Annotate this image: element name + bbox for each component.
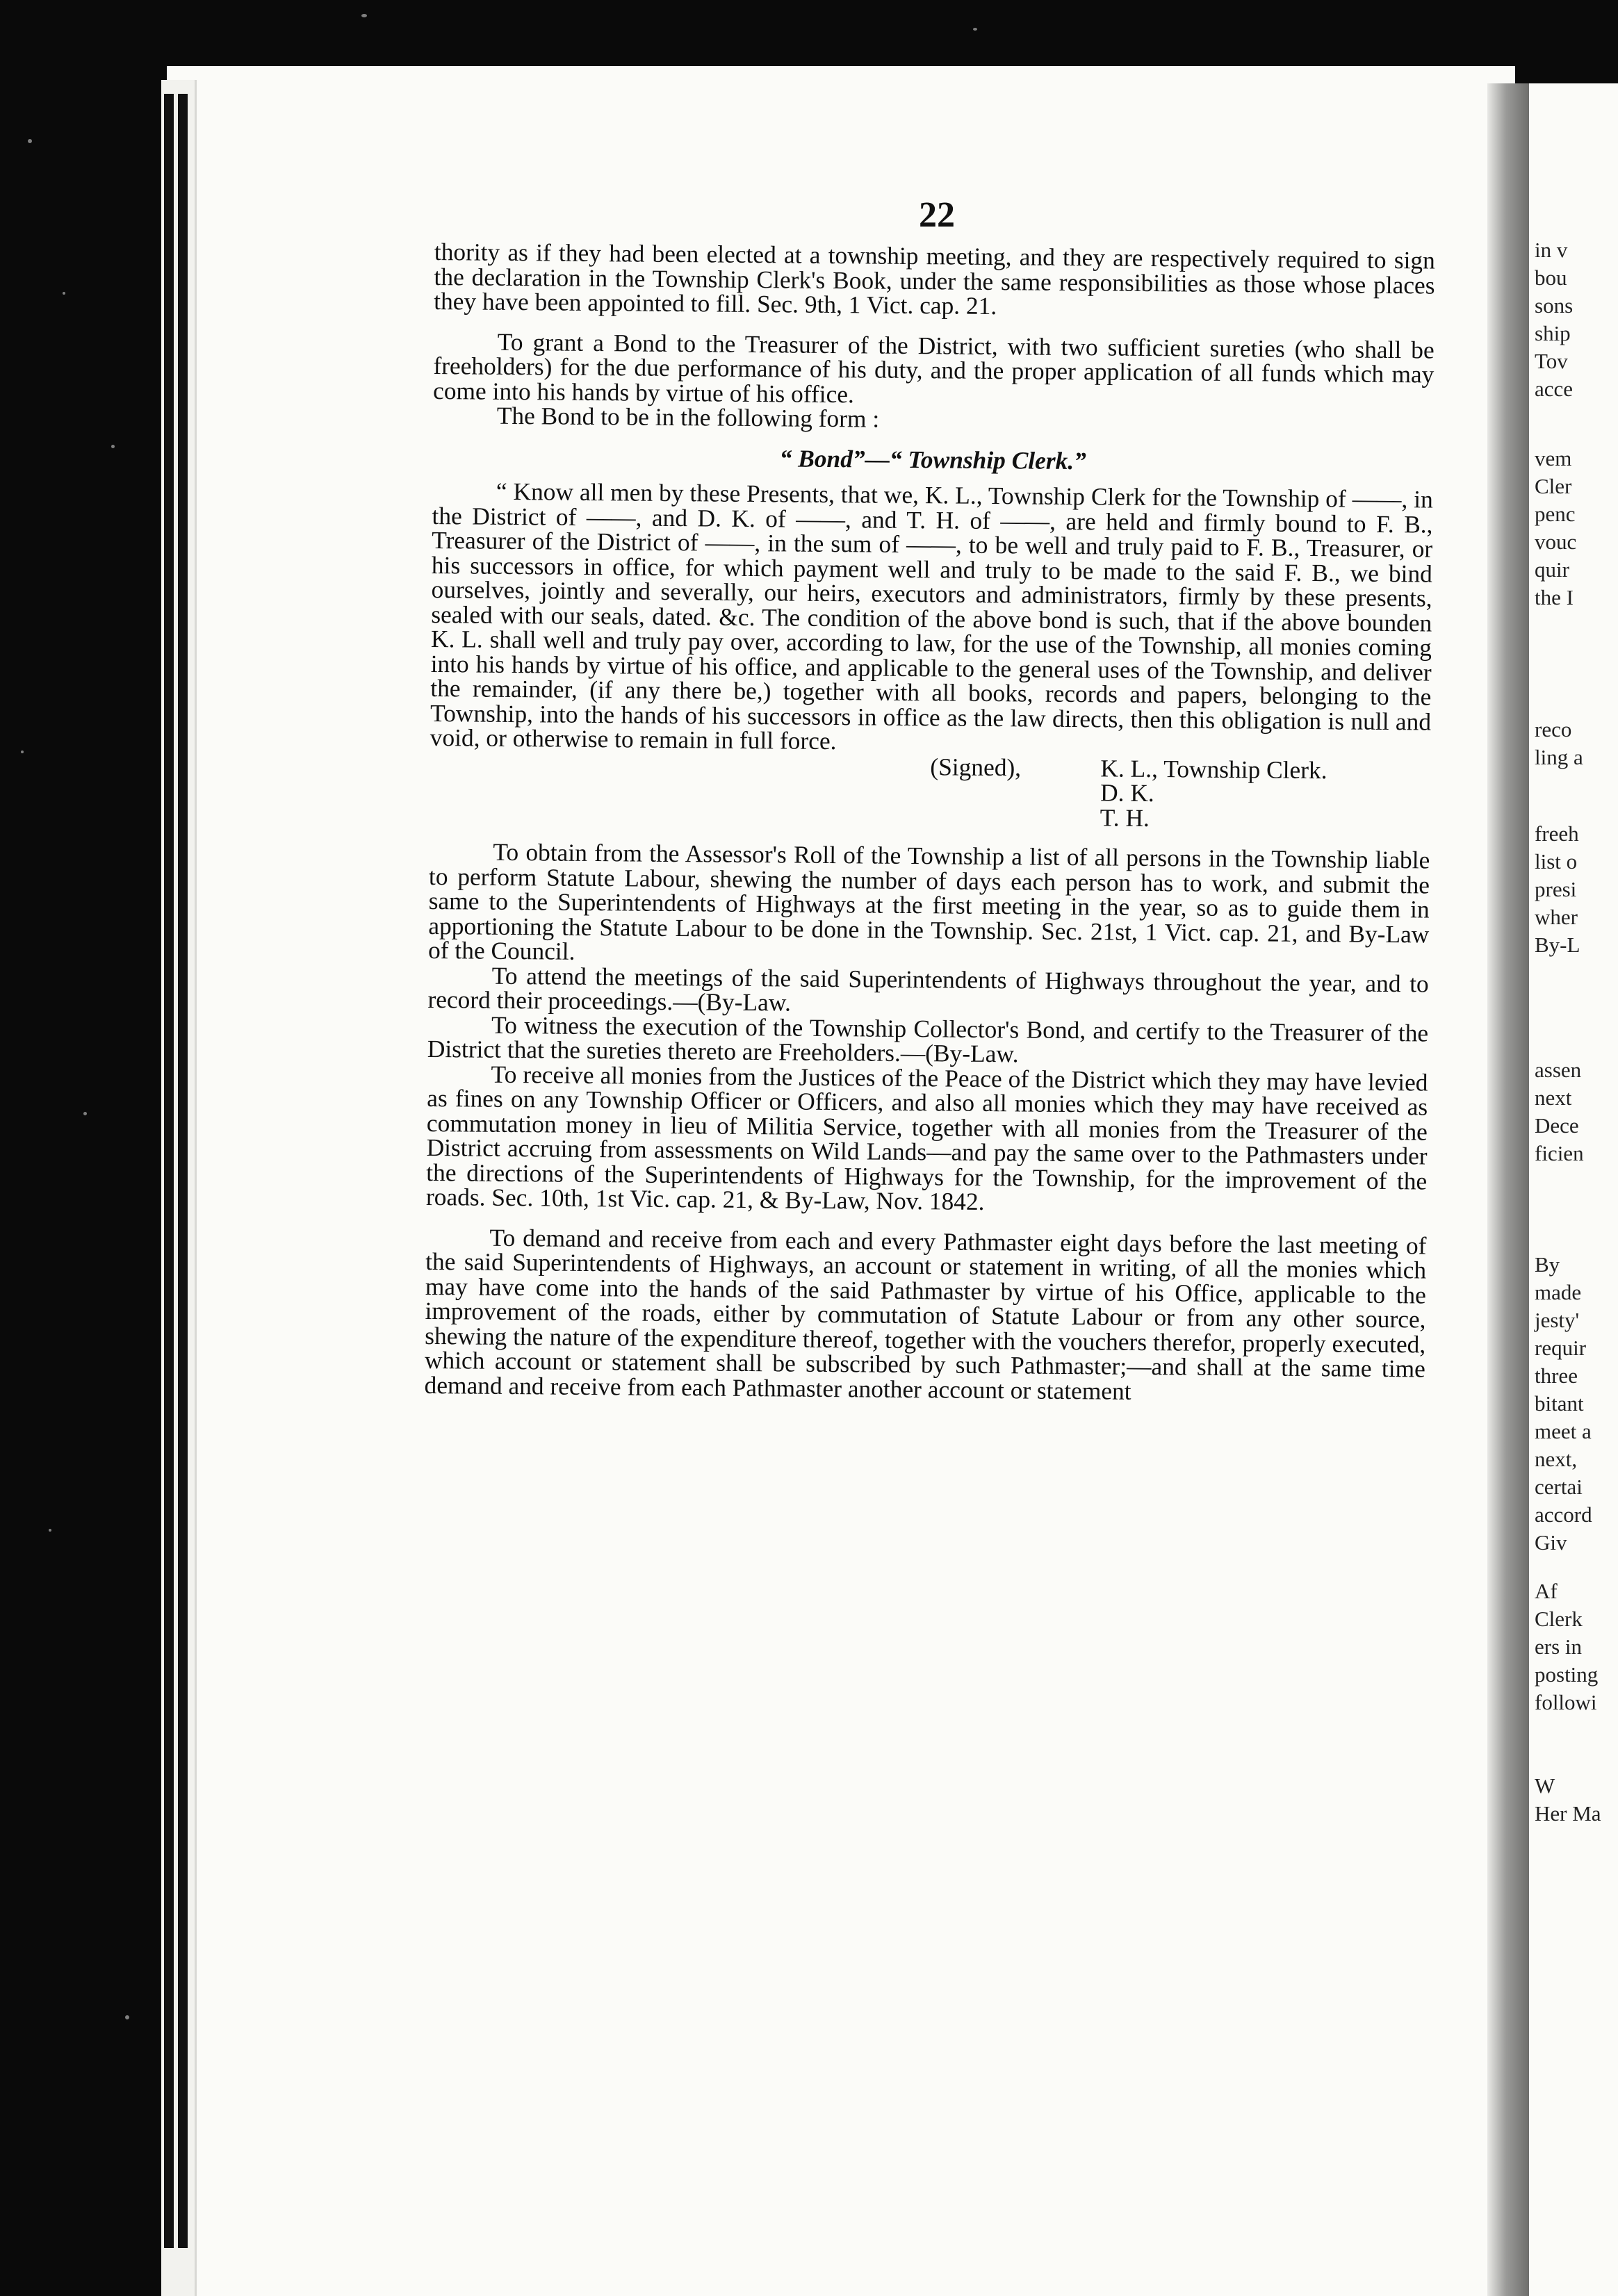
- facing-page-text: Giv: [1535, 1530, 1567, 1555]
- bond-heading: “ Bond”—“ Township Clerk.”: [779, 443, 1087, 475]
- facing-page-text: presi: [1535, 877, 1577, 901]
- facing-page-text: penc: [1535, 502, 1576, 526]
- body-paragraph: The Bond to be in the following form :: [496, 401, 880, 433]
- facing-page-text: ling a: [1535, 745, 1583, 769]
- facing-page-text: freeh: [1535, 821, 1579, 846]
- facing-page-text: sons: [1535, 293, 1574, 318]
- background-speck: [111, 445, 115, 448]
- facing-page-text: Tov: [1535, 349, 1568, 373]
- background-speck: [361, 14, 367, 17]
- signature-block: [930, 752, 1431, 833]
- body-paragraph: To witness the execution of the Township Collector's Bond, and certify to the Treasurer of the District that the sureties thereto are Freeholders.—(By-Law.: [427, 1010, 1429, 1068]
- facing-page-text: bou: [1535, 265, 1567, 290]
- background-speck: [63, 292, 65, 295]
- facing-page-text: meet a: [1535, 1419, 1592, 1443]
- facing-page-text: Her Ma: [1535, 1801, 1601, 1826]
- facing-page-text: made: [1535, 1280, 1582, 1304]
- facing-page-text: assen: [1535, 1058, 1582, 1082]
- facing-page-text: jesty': [1535, 1308, 1580, 1332]
- page-body: [424, 240, 1435, 1407]
- facing-page-text: ers in: [1535, 1634, 1583, 1659]
- facing-page-text: acce: [1535, 377, 1574, 401]
- page-edge: [164, 94, 189, 2248]
- body-paragraph: To grant a Bond to the Treasurer of the District, with two sufficient sureties (who shall be freeholders) for the due performance of his duty, and the proper application of all funds which may come into his hands by virtue of his office.: [432, 327, 1435, 408]
- signature-name: K. L., Township Clerk.: [1100, 753, 1327, 784]
- bond-text: “ Know all men by these Presents, that we, K. L., Township Clerk for the Township of ——, in the District of ——, and D. K. of ——, and T. H. of ——, are held and firmly bound to F. B., Treasurer of the District of ——, in the sum of ——, to be well and truly paid to F. B., Treasurer, or his successors in office, for which payment well and truly to be made to the said F. B., we bind ourselves, jointly and severally, our heirs, executors and administrators, firmly by these presents, sealed with our seals, dated. &c. The condition of the above bond is such, that if the above bounden K. L. shall well and truly pay over, according to law, for the use of the Township, all monies coming into his hands by virtue of his office, and applicable to the general uses of the Township, and deliver the remainder, (if any there be,) together with all books, records and papers, belonging to the Township, into the hands of his successors in office as the law directs, then this obligation is null and void, or otherwise to remain in full force.: [430, 477, 1433, 755]
- signature-label: (Signed),: [930, 752, 1022, 781]
- book-gutter: [1487, 83, 1529, 2296]
- facing-page-text: ficien: [1535, 1141, 1584, 1165]
- facing-page-text: requir: [1535, 1336, 1587, 1360]
- signature-name: T. H.: [1100, 803, 1150, 832]
- facing-page-text: list o: [1535, 849, 1578, 874]
- background-speck: [973, 28, 977, 31]
- signature-name: D. K.: [1100, 778, 1154, 807]
- background-speck: [28, 139, 32, 143]
- facing-page-text: posting: [1535, 1662, 1599, 1687]
- facing-page-text: certai: [1535, 1475, 1583, 1499]
- facing-page-text: By-L: [1535, 933, 1580, 957]
- facing-page-text: W: [1535, 1773, 1555, 1798]
- body-paragraph: To obtain from the Assessor's Roll of the Township a list of all persons in the Township liable to perform Statute Labour, shewing the number of days each person has to work, and submit the same to the Superintendents of Highways at the first meeting in the year, so as to guide them in apportioning the Statute Labour to be done in the Township. Sec. 21st, 1 Vict. cap. 21, and By-Law of the Council.: [427, 837, 1430, 965]
- facing-page-text: vem: [1535, 446, 1572, 470]
- facing-page-text: wher: [1535, 905, 1578, 929]
- facing-page-text: the I: [1535, 585, 1574, 609]
- body-paragraph: To receive all monies from the Justices of the Peace of the District which they may have levied as fines on any Township Officer or Officers, and also all monies which they may have received as commutation money in lieu of Militia Service, together with all monies from the Treasurer of the District accruing from assessments on Wild Lands—and pay the same over to the Pathmasters under the directions of the Superintendents of Highways for the Township, for the improvement of the roads. Sec. 10th, 1st Vic. cap. 21, & By-Law, Nov. 1842.: [425, 1060, 1428, 1215]
- page-number: 22: [919, 195, 955, 235]
- facing-page-text: next: [1535, 1085, 1572, 1110]
- facing-page-text: in v: [1535, 238, 1568, 262]
- facing-page-text: ship: [1535, 321, 1571, 345]
- facing-page-text: By: [1535, 1252, 1560, 1277]
- facing-page-text: Af: [1535, 1579, 1558, 1603]
- facing-page-text: bitant: [1535, 1391, 1584, 1416]
- body-paragraph: thority as if they had been elected at a township meeting, and they are respectively required to sign the declaration in the Township Clerk's Book, under the same responsibilities as those whose places they have been appointed to fill. Sec. 9th, 1 Vict. cap. 21.: [434, 238, 1435, 320]
- body-paragraph: To attend the meetings of the said Superintendents of Highways throughout the year, and to record their proceedings.—(By-Law.: [427, 961, 1429, 1017]
- background-speck: [49, 1529, 51, 1532]
- facing-page: [1529, 83, 1618, 2296]
- facing-page-text: Clerk: [1535, 1607, 1583, 1631]
- facing-page-text: reco: [1535, 717, 1572, 741]
- facing-page-text: followi: [1535, 1690, 1597, 1714]
- facing-page-text: three: [1535, 1363, 1578, 1388]
- background-speck: [125, 2015, 129, 2019]
- facing-page-text: Dece: [1535, 1113, 1579, 1138]
- facing-page-text: next,: [1535, 1447, 1578, 1471]
- background-speck: [21, 751, 24, 753]
- background-speck: [83, 1112, 87, 1115]
- facing-page-text: Cler: [1535, 474, 1572, 498]
- facing-page-text: quir: [1535, 557, 1569, 582]
- facing-page-text: accord: [1535, 1502, 1592, 1527]
- body-paragraph: To demand and receive from each and every Pathmaster eight days before the last meeting of the said Superintendents of Highways, an account or statement in writing, of all the monies which may have come into the hands of the said Pathmaster by virtue of his Office, applicable to the improvement of the roads, either by commutation of Statute Labour or from any other source, shewing the nature of the expenditure thereof, together with the vouchers therefor, properly executed, which account or statement shall be subscribed by such Pathmaster;—and shall at the same time demand and receive from each Pathmaster another account or statement: [424, 1223, 1427, 1405]
- facing-page-text: vouc: [1535, 530, 1577, 554]
